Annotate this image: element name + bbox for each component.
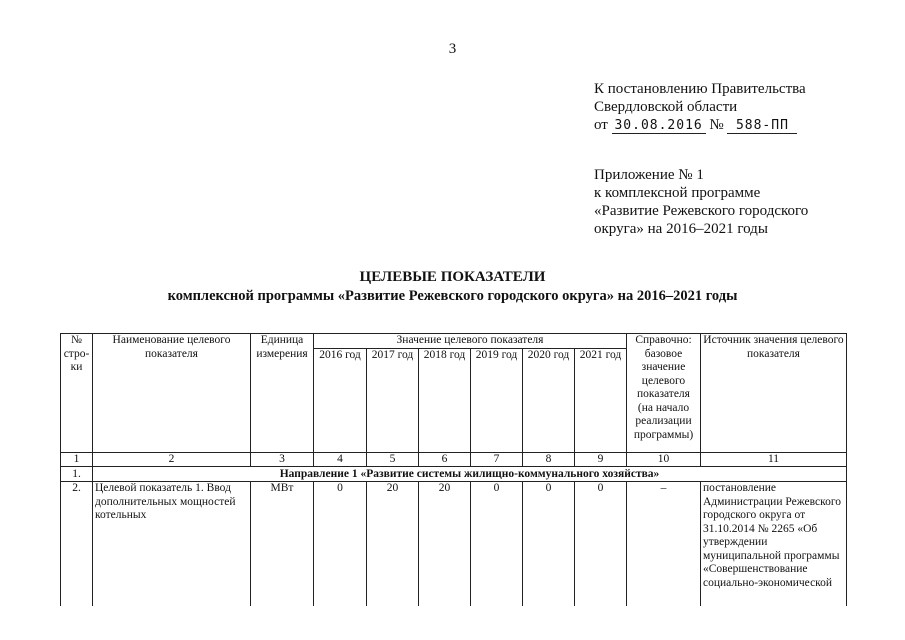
resolution-date-line <box>594 116 806 134</box>
resolution-block <box>594 80 806 134</box>
direction-title: Направление 1 «Развитие системы жилищно-коммунального хозяйства» <box>93 467 847 482</box>
row-no: 2. <box>61 482 93 606</box>
header-source: Источник значения целевого показателя <box>701 334 847 453</box>
resolution-number: 588-ПП <box>727 119 797 134</box>
row-value-2017: 20 <box>367 482 419 606</box>
header-year-2017: 2017 год <box>367 349 419 453</box>
column-number: 9 <box>575 453 627 467</box>
column-number: 10 <box>627 453 701 467</box>
appendix-line-1: Приложение № 1 <box>594 167 704 183</box>
appendix-line-4: округа» на 2016–2021 годы <box>594 221 768 237</box>
direction-row <box>61 467 847 482</box>
resolution-line-2: Свердловской области <box>594 99 738 115</box>
row-value-2019: 0 <box>471 482 523 606</box>
resolution-number-prefix: № <box>709 117 724 133</box>
indicators-table <box>60 333 847 606</box>
column-number: 11 <box>701 453 847 467</box>
table-row <box>61 482 847 606</box>
row-indicator-name: Целевой показатель 1. Ввод дополнительных мощностей котельных <box>93 482 251 606</box>
header-indicator-name: Наименование целевого показателя <box>93 334 251 453</box>
header-year-2016: 2016 год <box>314 349 367 453</box>
scan-edge <box>0 0 2 640</box>
row-value-2020: 0 <box>523 482 575 606</box>
row-value-2016: 0 <box>314 482 367 606</box>
row-reference: – <box>627 482 701 606</box>
column-number: 4 <box>314 453 367 467</box>
column-number: 7 <box>471 453 523 467</box>
column-number: 6 <box>419 453 471 467</box>
header-value-group: Значение целевого показателя <box>314 334 627 349</box>
appendix-block <box>594 166 808 238</box>
resolution-line-1: К постановлению Правительства <box>594 81 806 97</box>
row-source: постановление Администрации Режевского городского округа от 31.10.2014 № 2265 «Об утверждении муниципальной программы «Совершенствование социально-экономической <box>701 482 847 606</box>
header-row-no: № стро-ки <box>61 334 93 453</box>
document-title: ЦЕЛЕВЫЕ ПОКАЗАТЕЛИ <box>359 269 546 285</box>
resolution-date: 30.08.2016 <box>612 119 706 134</box>
header-unit: Единица измерения <box>251 334 314 453</box>
column-numbers-row <box>61 453 847 467</box>
column-number: 8 <box>523 453 575 467</box>
column-number: 5 <box>367 453 419 467</box>
page-number: 3 <box>448 41 457 57</box>
header-reference: Справочно: базовое значение целевого показателя (на начало реализации программы) <box>627 334 701 453</box>
row-value-2018: 20 <box>419 482 471 606</box>
document-subtitle: комплексной программы «Развитие Режевского городского округа» на 2016–2021 годы <box>167 288 738 304</box>
header-row-1 <box>61 334 847 349</box>
appendix-line-3: «Развитие Режевского городского <box>594 203 809 219</box>
row-value-2021: 0 <box>575 482 627 606</box>
resolution-date-prefix: от <box>594 117 608 133</box>
column-number: 3 <box>251 453 314 467</box>
column-number: 1 <box>61 453 93 467</box>
header-year-2018: 2018 год <box>419 349 471 453</box>
appendix-line-2: к комплексной программе <box>594 185 761 201</box>
header-year-2021: 2021 год <box>575 349 627 453</box>
header-year-2020: 2020 год <box>523 349 575 453</box>
column-number: 2 <box>93 453 251 467</box>
header-year-2019: 2019 год <box>471 349 523 453</box>
direction-row-no: 1. <box>61 467 93 482</box>
row-unit: МВт <box>251 482 314 606</box>
